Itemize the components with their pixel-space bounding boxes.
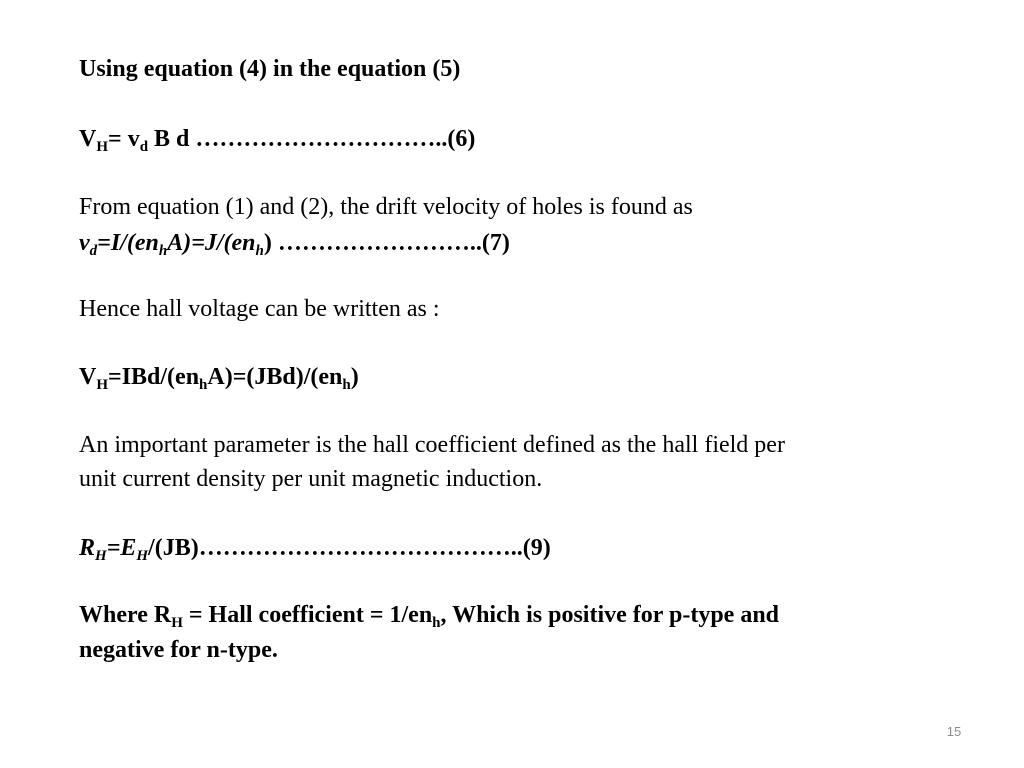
eq7-en1-sub: h bbox=[158, 243, 168, 259]
eq9-r: R bbox=[79, 535, 96, 561]
where-part1: Where R bbox=[79, 602, 172, 628]
hall-intro: Hence hall voltage can be written as : bbox=[79, 296, 440, 322]
eq6-v: V bbox=[79, 126, 97, 152]
eq8-en1-sub: h bbox=[199, 377, 208, 393]
eq7-part1: =I/( bbox=[97, 230, 135, 256]
eq8-rest: ) bbox=[350, 364, 359, 390]
eq7-v: v bbox=[79, 230, 90, 256]
eq9-r-sub: H bbox=[95, 548, 107, 564]
eq7-rest: ) ……………………..(7) bbox=[263, 230, 510, 256]
equation-9 bbox=[79, 533, 551, 563]
intro-heading: Using equation (4) in the equation (5) bbox=[79, 56, 461, 82]
eq6-vd-sub: d bbox=[139, 139, 149, 155]
eq9-part1: =E bbox=[106, 535, 137, 561]
eq7-part2: A)=J/( bbox=[167, 230, 232, 256]
eq8-part2: A)=(JBd)/(en bbox=[207, 364, 343, 390]
eq8-v-sub: H bbox=[96, 377, 109, 393]
eq9-part2: /(JB)…………………………………..(9) bbox=[148, 535, 551, 561]
equation-6 bbox=[79, 124, 475, 154]
where-en-sub: h bbox=[432, 615, 441, 631]
eq7-v-sub: d bbox=[89, 243, 98, 259]
coeff-line-2: unit current density per unit magnetic induction. bbox=[79, 466, 543, 492]
where-part3: , Which is positive for p-type and bbox=[440, 602, 780, 628]
equation-8 bbox=[79, 362, 359, 392]
drift-intro: From equation (1) and (2), the drift velocity of holes is found as bbox=[79, 194, 693, 220]
eq8-v: V bbox=[79, 364, 97, 390]
where-r-sub: H bbox=[171, 615, 183, 631]
where-line-1 bbox=[79, 600, 779, 630]
eq6-v-sub: H bbox=[96, 139, 109, 155]
eq8-part1: =IBd/(en bbox=[108, 364, 200, 390]
equation-7 bbox=[79, 228, 510, 258]
eq7-en2-sub: h bbox=[255, 243, 264, 259]
eq6-mid: = v bbox=[108, 126, 140, 152]
where-part2: = Hall coefficient = 1/en bbox=[182, 602, 433, 628]
eq7-en1: en bbox=[134, 230, 159, 256]
where-line-2: negative for n-type. bbox=[79, 637, 278, 663]
eq7-en2: en bbox=[231, 230, 256, 256]
page-number: 15 bbox=[946, 724, 962, 739]
eq9-e-sub: H bbox=[136, 548, 149, 564]
coeff-line-1: An important parameter is the hall coefficient defined as the hall field per bbox=[79, 432, 785, 458]
eq6-rest: B d …………………………..(6) bbox=[148, 126, 476, 152]
eq8-en2-sub: h bbox=[342, 377, 351, 393]
